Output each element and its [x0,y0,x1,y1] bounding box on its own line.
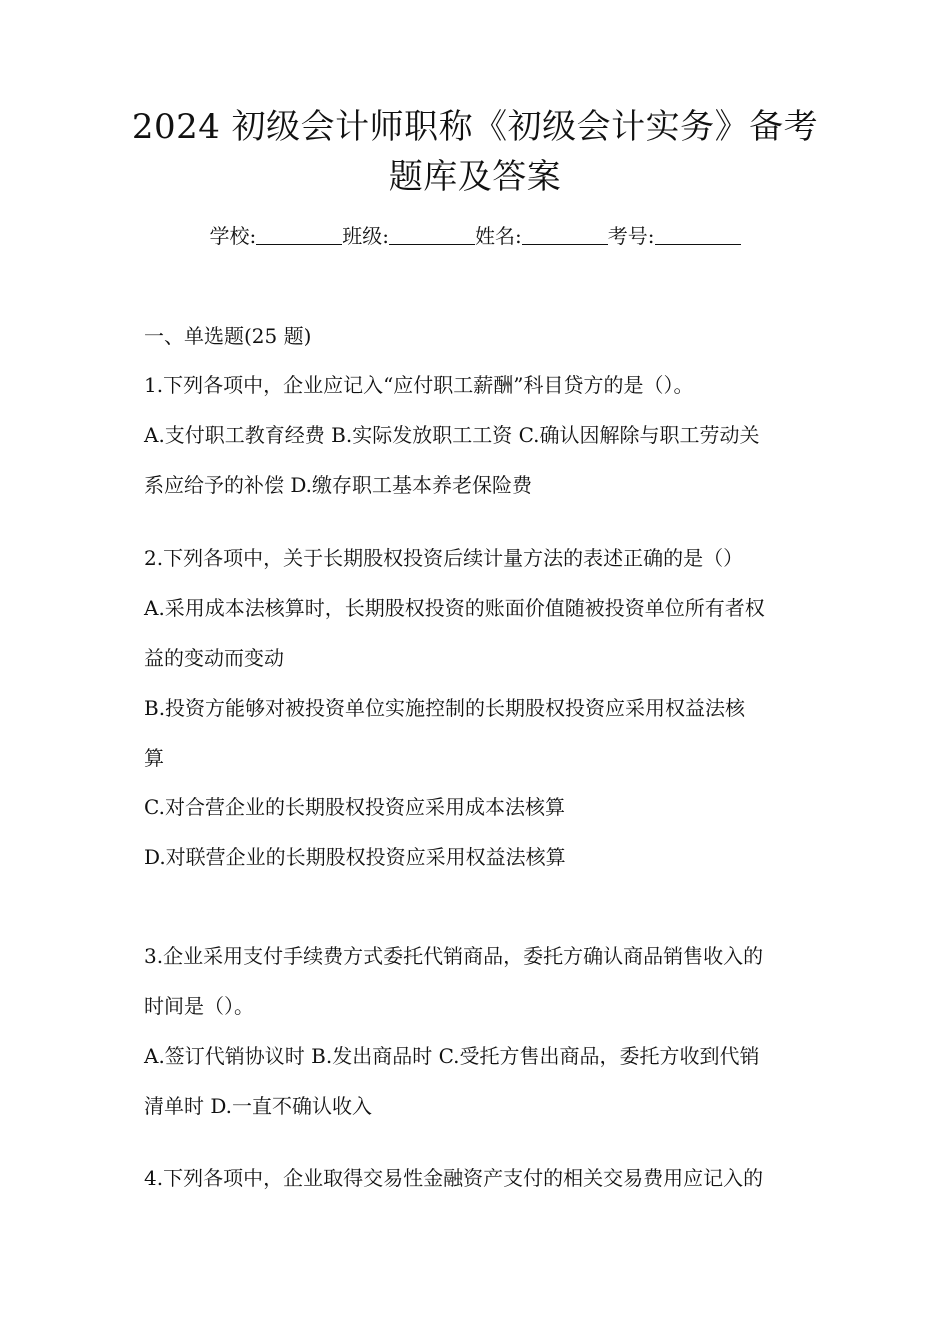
question-2-option-b-line-2: 算 [144,746,164,770]
question-2-option-d: D.对联营企业的长期股权投资应采用权益法核算 [144,845,566,869]
question-3-stem-line-1: 3.企业采用支付手续费方式委托代销商品，委托方确认商品销售收入的 [144,944,764,968]
question-2-option-a-line-2: 益的变动而变动 [144,646,284,670]
student-info-line [0,226,950,246]
question-2-option-c: C.对合营企业的长期股权投资应采用成本法核算 [144,795,565,819]
question-2-stem: 2.下列各项中，关于长期股权投资后续计量方法的表述正确的是（） [144,546,744,570]
exam-number-label: 考号: [607,224,655,248]
question-2-option-b-line-1: B.投资方能够对被投资单位实施控制的长期股权投资应采用权益法核 [144,696,746,720]
question-1-options-line-1: A.支付职工教育经费 B.实际发放职工工资 C.确认因解除与职工劳动关 [144,423,760,447]
name-label: 姓名: [475,224,522,248]
section-heading: 一、单选题(25 题) [144,324,312,348]
school-label: 学校: [209,224,257,248]
question-1-options-line-2: 系应给予的补偿 D.缴存职工基本养老保险费 [144,473,533,497]
document-title-line-2: 题库及答案 [388,157,562,197]
question-2-option-a-line-1: A.采用成本法核算时，长期股权投资的账面价值随被投资单位所有者权 [144,596,765,620]
question-3-stem-line-2: 时间是（）。 [144,994,254,1018]
exam-number-blank [655,226,741,245]
question-3-options-line-1: A.签订代销协议时 B.发出商品时 C.受托方售出商品，委托方收到代销 [144,1044,760,1068]
school-blank [256,226,342,245]
question-1-stem: 1.下列各项中，企业应记入“应付职工薪酬”科目贷方的是（）。 [144,373,694,397]
question-3-options-line-2: 清单时 D.一直不确认收入 [144,1094,373,1118]
class-blank [389,226,475,245]
class-label: 班级: [342,224,389,248]
question-4-stem-line-1: 4.下列各项中，企业取得交易性金融资产支付的相关交易费用应记入的 [144,1166,764,1190]
document-title-line-1: 2024 初级会计师职称《初级会计实务》备考 [131,107,819,147]
name-blank [522,226,608,245]
